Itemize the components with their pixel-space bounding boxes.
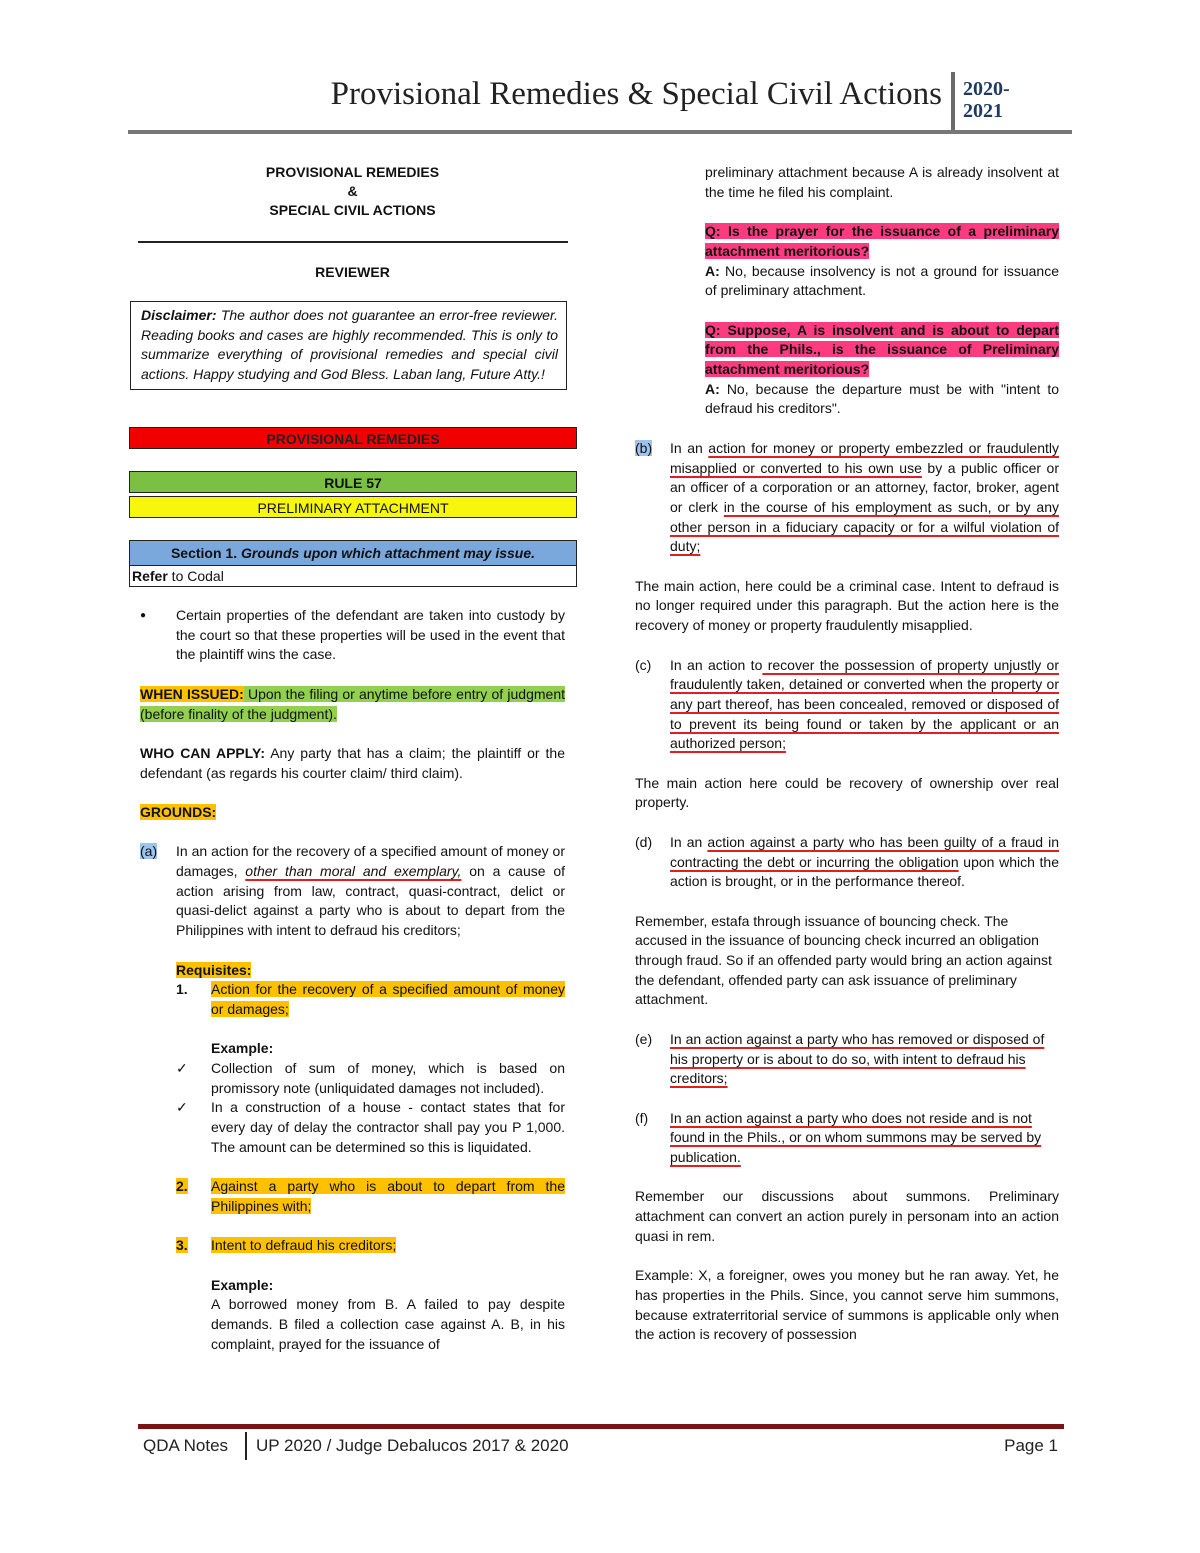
check-icon: ✓ <box>176 1099 188 1116</box>
example-2-label: Example: <box>211 1276 274 1293</box>
requisite-3-text: Intent to defraud his creditors; <box>211 1237 397 1254</box>
ground-b-marker: (b) <box>635 439 653 456</box>
right-body <box>635 163 1059 1345</box>
ground-b-text-2: by a public officer or an officer of a corporation or an attorney, factor, broker, agent or clerk <box>670 459 1059 515</box>
header-year-bottom: 2021 <box>963 100 1003 122</box>
footer-middle: UP 2020 / Judge Debalucos 2017 & 2020 <box>256 1436 569 1455</box>
bullet-dot-icon: ● <box>140 610 147 621</box>
ground-d-text <box>670 833 1059 892</box>
requisites-label: Requisites: <box>176 961 252 978</box>
ground-b-text-1: In an <box>670 439 709 456</box>
answer-2 <box>705 380 1059 419</box>
question-2 <box>705 321 1059 380</box>
example-item-1-text: Collection of sum of money, which is based on promissory note (unliquidated damages not included). <box>211 1060 565 1096</box>
ground-c <box>635 656 1059 755</box>
rule-57-bar: RULE 57 <box>129 471 577 493</box>
grounds-label: GROUNDS: <box>140 803 217 820</box>
ground-b <box>635 439 1059 557</box>
requisite-2-num: 2. <box>176 1178 188 1195</box>
ground-f-label: (f) <box>635 1109 649 1126</box>
who-can-apply <box>140 744 565 783</box>
left-body <box>140 606 565 1355</box>
section-title: Grounds upon which attachment may issue. <box>237 545 536 561</box>
requisite-1-num: 1. <box>176 981 188 998</box>
requisite-2-text: Against a party who is about to depart from the Philippines with; <box>211 1178 565 1214</box>
question-1 <box>705 222 1059 261</box>
doc-title <box>140 163 565 220</box>
footer-rule <box>138 1424 1064 1429</box>
refer-bold: Refer <box>132 568 168 584</box>
refer-codal <box>130 566 576 586</box>
ground-e <box>635 1030 1059 1089</box>
when-issued <box>140 685 565 724</box>
section-box <box>129 540 577 587</box>
ground-d-text-1: In an <box>670 833 708 850</box>
doc-title-line-1: PROVISIONAL REMEDIES <box>265 164 440 180</box>
ground-d-note: Remember, estafa through issuance of bouncing check. The accused in the issuance of bouncing check incurred an obligation through fraud. So if an offended party would bring an action against the defendant, offended party can ask issuance of preliminary attachment. <box>635 912 1052 1008</box>
ground-c-note: The main action here could be recovery of ownership over real property. <box>635 774 1059 811</box>
ground-a-label <box>140 842 176 941</box>
footer-divider <box>245 1432 247 1460</box>
continued-text: preliminary attachment because A is already insolvent at the time he filed his complaint. <box>705 164 1059 200</box>
example-2-text: A borrowed money from B. A failed to pay despite demands. B filed a collection case against A. B, in his complaint, prayed for the issuance of <box>211 1296 565 1352</box>
ground-c-label: (c) <box>635 656 652 673</box>
when-issued-label: WHEN ISSUED: <box>140 685 244 702</box>
who-can-apply-label: WHO CAN APPLY: <box>140 744 265 761</box>
ground-a-text-1: In an action for the recovery of a specified amount of money or damages, <box>176 843 565 880</box>
doc-title-line-2: SPECIAL CIVIL ACTIONS <box>269 202 436 218</box>
title-rule <box>138 241 568 243</box>
ground-a <box>140 842 565 941</box>
answer-1 <box>705 262 1059 301</box>
example-item-2-text: In a construction of a house - contact states that for every day of delay the contractor shall pay you P 1,000. The amount can be determined so this is liquidated. <box>211 1099 565 1155</box>
example-item-1 <box>176 1059 565 1098</box>
bullet-text: Certain properties of the defendant are taken into custody by the court so that these properties will be used in the event that the plaintiff wins the case. <box>176 607 565 663</box>
requisite-3 <box>176 1236 565 1256</box>
ground-c-text <box>670 656 1059 755</box>
footer-left: QDA Notes <box>143 1436 229 1455</box>
ground-b-text <box>670 439 1059 557</box>
ground-d-text-2: upon which the action is brought, or in the performance thereof. <box>670 853 1059 890</box>
requisites-block <box>176 961 565 1355</box>
requisite-2 <box>176 1177 565 1216</box>
requisite-1-text: Action for the recovery of a specified amount of money or damages; <box>211 981 565 1017</box>
ground-f <box>635 1109 1059 1168</box>
refer-rest: to Codal <box>167 568 224 584</box>
requisite-3-num: 3. <box>176 1237 188 1254</box>
bullet-item <box>140 606 565 665</box>
ground-e-text <box>670 1030 1059 1089</box>
reviewer-label: REVIEWER <box>315 264 390 280</box>
answer-1-text: No, because insolvency is not a ground for issuance of preliminary attachment. <box>705 262 1059 299</box>
ground-a-text-2: on a cause of action arising from law, contract, quasi-contract, delict or quasi-delict against a party who is about to depart from the Philippines with intent to defraud his creditors; <box>176 863 565 939</box>
disclaimer-box <box>130 301 567 390</box>
ground-a-text <box>176 842 565 941</box>
disclaimer-text: The author does not guarantee an error-free reviewer. Reading books and cases are highly recommended. This is only to summarize everything of provisional remedies and special civil actions. Happy studying and God Bless. Laban lang, Future Atty.! <box>141 307 558 383</box>
ground-f-text <box>670 1109 1059 1168</box>
provisional-remedies-bar: PROVISIONAL REMEDIES <box>129 427 577 449</box>
ground-f-note: Remember our discussions about summons. Preliminary attachment can convert an action purely in personam into an action quasi in rem. <box>635 1188 1059 1244</box>
ground-c-text-1: In an action to <box>670 656 763 673</box>
example-2 <box>211 1276 565 1355</box>
ground-b-note: The main action, here could be a criminal case. Intent to defraud is no longer required under this paragraph. But the action here is the recovery of money or property fraudulently misapplied. <box>635 577 1059 634</box>
example-item-2 <box>176 1098 565 1157</box>
ground-a-marker: (a) <box>140 843 158 860</box>
section-number: Section 1. <box>170 545 238 561</box>
answer-2-label: A: <box>705 380 720 397</box>
check-icon: ✓ <box>176 1060 188 1077</box>
section-heading <box>130 541 576 566</box>
ground-b-underlined-1: action for money or property embezzled or fraudulently misapplied or converted to his own use <box>670 439 1060 476</box>
ground-b-underlined-2: in the course of his employment as such, or by any other person in a fiduciary capacity or for a wilful violation of duty; <box>670 498 1059 555</box>
ground-a-underlined: other than moral and exemplary, <box>245 863 462 880</box>
grounds-heading <box>140 803 565 823</box>
ground-d-label: (d) <box>635 833 653 850</box>
question-2-text: Q: Suppose, A is insolvent and is about to depart from the Phils., is the issuance of Preliminary attachment meritorious? <box>705 321 1059 377</box>
who-can-apply-text: Any party that has a claim; the plaintiff or the defendant (as regards his courter claim/ third claim). <box>140 744 565 781</box>
ground-d-underlined: action against a party who has been guilty of a fraud in contracting the debt or incurring the obligation <box>670 833 1059 870</box>
ground-c-underlined: recover the possession of property unjustly or fraudulently taken, detained or converted when the property or any part thereof, has been concealed, removed or disposed of to prevent its being found or taken by the applicant or an authorized person; <box>670 656 1059 752</box>
doc-title-amp: & <box>347 183 358 199</box>
answer-1-label: A: <box>705 262 720 279</box>
when-issued-text: Upon the filing or anytime before entry of judgment (before finality of the judgment). <box>140 685 565 722</box>
header-year-top: 2020- <box>963 78 1010 100</box>
example-label: Example: <box>211 1040 274 1057</box>
disclaimer-label: Disclaimer: <box>141 307 217 323</box>
ground-e-underlined: In an action against a party who has removed or disposed of his property or is about to do so, with intent to defraud his creditors; <box>670 1030 1045 1087</box>
page-header-title: Provisional Remedies & Special Civil Actions <box>330 76 942 112</box>
requisite-1 <box>176 980 565 1019</box>
ground-b-label <box>635 439 670 557</box>
ground-e-label: (e) <box>635 1030 653 1047</box>
header-rule <box>128 130 1072 134</box>
header-year <box>963 78 1010 122</box>
question-1-text: Q: Is the prayer for the issuance of a preliminary attachment meritorious? <box>705 223 1059 259</box>
header-divider <box>951 72 955 130</box>
ground-f-underlined: In an action against a party who does not reside and is not found in the Phils., or on whom summons may be served by publication. <box>670 1109 1042 1165</box>
preliminary-attachment-bar: PRELIMINARY ATTACHMENT <box>129 496 577 518</box>
example-foreigner: Example: X, a foreigner, owes you money but he ran away. Yet, he has properties in the Phils. Since, you cannot serve him summons, because extraterritorial service of summons is applicable only when the action is recovery of possession <box>635 1267 1059 1343</box>
ground-d <box>635 833 1059 892</box>
page-number: Page 1 <box>1004 1436 1058 1455</box>
answer-2-text: No, because the departure must be with "intent to defraud his creditors". <box>705 380 1059 417</box>
